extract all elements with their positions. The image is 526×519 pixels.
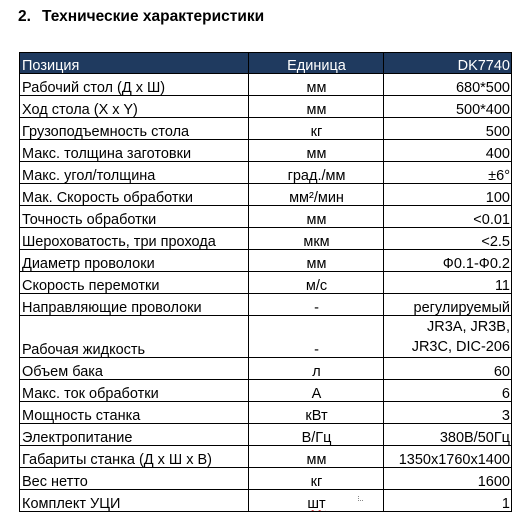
unit-cell: мм — [249, 206, 384, 228]
table-row — [20, 162, 512, 184]
table-row — [20, 206, 512, 228]
value-cell: ±6° — [384, 162, 512, 184]
table-row — [20, 468, 512, 490]
unit-cell: м/с — [249, 272, 384, 294]
param-cell: Макс. толщина заготовки — [20, 140, 249, 162]
param-cell: Грузоподъемность стола — [20, 118, 249, 140]
section-title: Технические характеристики — [42, 8, 265, 25]
unit-cell: мм²/мин — [249, 184, 384, 206]
unit-cell: мкм — [249, 228, 384, 250]
value-cell: 60 — [384, 358, 512, 380]
header-model: DK7740 — [384, 53, 512, 74]
table-row — [20, 446, 512, 468]
param-cell: Вес нетто — [20, 468, 249, 490]
unit-cell: град./мм — [249, 162, 384, 184]
value-cell: 680*500 — [384, 74, 512, 96]
unit-cell: л — [249, 358, 384, 380]
table-row — [20, 118, 512, 140]
param-cell: Направляющие проволоки — [20, 294, 249, 316]
value-cell: Ф0.1-Ф0.2 — [384, 250, 512, 272]
table-row — [20, 140, 512, 162]
unit-cell: мм — [249, 74, 384, 96]
value-cell: регулируемый — [384, 294, 512, 316]
value-cell: 500 — [384, 118, 512, 140]
table-row — [20, 490, 512, 512]
unit-cell: мм — [249, 140, 384, 162]
header-unit: Единица — [249, 53, 384, 74]
param-cell: Комплект УЦИ — [20, 490, 249, 512]
table-row — [20, 250, 512, 272]
value-cell: 1350x1760x1400 — [384, 446, 512, 468]
table-row — [20, 272, 512, 294]
anchor-mark-icon — [358, 496, 363, 501]
table-row — [20, 184, 512, 206]
value-cell: 6 — [384, 380, 512, 402]
table-row — [20, 96, 512, 118]
value-cell: 1 — [384, 490, 512, 512]
unit-cell: В/Гц — [249, 424, 384, 446]
param-cell: Макс. угол/толщина — [20, 162, 249, 184]
unit-cell: кВт — [249, 402, 384, 424]
value-cell: 1600 — [384, 468, 512, 490]
param-cell: Шероховатость, три прохода — [20, 228, 249, 250]
param-cell: Габариты станка (Д х Ш х В) — [20, 446, 249, 468]
param-cell: Рабочий стол (Д х Ш) — [20, 74, 249, 96]
section-heading — [18, 8, 264, 26]
unit-cell: мм — [249, 250, 384, 272]
unit-cell: кг — [249, 118, 384, 140]
table-row — [20, 402, 512, 424]
unit-text: шт — [307, 495, 326, 512]
value-cell: <2.5 — [384, 228, 512, 250]
param-cell: Скорость перемотки — [20, 272, 249, 294]
unit-cell: - — [249, 294, 384, 316]
unit-cell: А — [249, 380, 384, 402]
unit-cell: - — [249, 316, 384, 358]
unit-cell — [249, 490, 384, 512]
table-row — [20, 316, 512, 358]
specifications-table — [19, 52, 512, 512]
value-cell: <0.01 — [384, 206, 512, 228]
param-cell: Диаметр проволоки — [20, 250, 249, 272]
value-cell: JR3A, JR3B, JR3C, DIC-206 — [384, 316, 512, 358]
section-number: 2. — [18, 8, 31, 25]
value-cell: 100 — [384, 184, 512, 206]
param-cell: Мощность станка — [20, 402, 249, 424]
value-cell: 500*400 — [384, 96, 512, 118]
param-cell: Объем бака — [20, 358, 249, 380]
unit-cell: мм — [249, 96, 384, 118]
param-cell: Ход стола (X x Y) — [20, 96, 249, 118]
value-cell: 11 — [384, 272, 512, 294]
param-cell: Макс. ток обработки — [20, 380, 249, 402]
header-position: Позиция — [20, 53, 249, 74]
value-cell: 3 — [384, 402, 512, 424]
value-cell: 400 — [384, 140, 512, 162]
table-header-row — [20, 53, 512, 74]
table-row — [20, 228, 512, 250]
table-row — [20, 358, 512, 380]
table-row — [20, 294, 512, 316]
table-row — [20, 74, 512, 96]
table-row — [20, 380, 512, 402]
param-cell: Рабочая жидкость — [20, 316, 249, 358]
table-row — [20, 424, 512, 446]
value-cell: 380В/50Гц — [384, 424, 512, 446]
unit-cell: мм — [249, 446, 384, 468]
param-cell: Мак. Скорость обработки — [20, 184, 249, 206]
unit-cell: кг — [249, 468, 384, 490]
param-cell: Точность обработки — [20, 206, 249, 228]
param-cell: Электропитание — [20, 424, 249, 446]
